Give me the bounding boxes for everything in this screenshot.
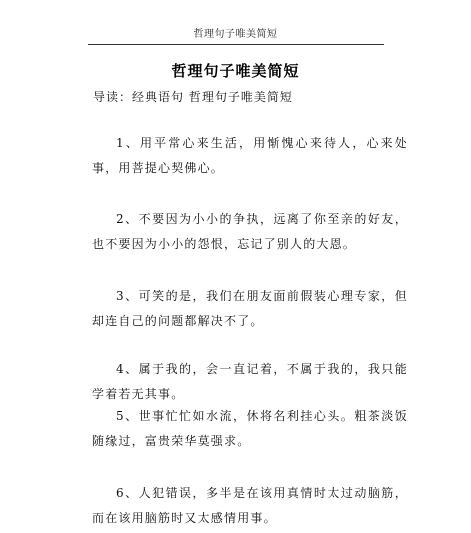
intro-line: 导读：经典语句 哲理句子唯美简短: [93, 90, 293, 104]
header-divider: [88, 44, 384, 45]
paragraph-6: 6、人犯错误，多半是在该用真情时太过动脑筋，而在该用脑筋时又太感情用事。: [92, 486, 408, 525]
paragraph-1: 1、用平常心来生活，用惭愧心来待人，心来处事，用菩提心契佛心。: [92, 136, 408, 175]
paragraph-2: 2、不要因为小小的争执，远离了你至亲的好友，也不要因为小小的怨恨，忘记了别人的大恩。: [92, 212, 408, 251]
paragraph-3: 3、可笑的是，我们在朋友面前假装心理专家，但却连自己的问题都解决不了。: [92, 289, 408, 328]
paragraph-5: 5、世事忙忙如水流，休将名利挂心头。粗茶淡饭随缘过，富贵荣华莫强求。: [92, 409, 408, 448]
paragraph-4: 4、属于我的，会一直记着，不属于我的，我只能学着若无其事。: [92, 362, 408, 401]
running-header: 哲理句子唯美简短: [193, 29, 278, 40]
document-title: 哲理句子唯美简短: [171, 62, 300, 80]
